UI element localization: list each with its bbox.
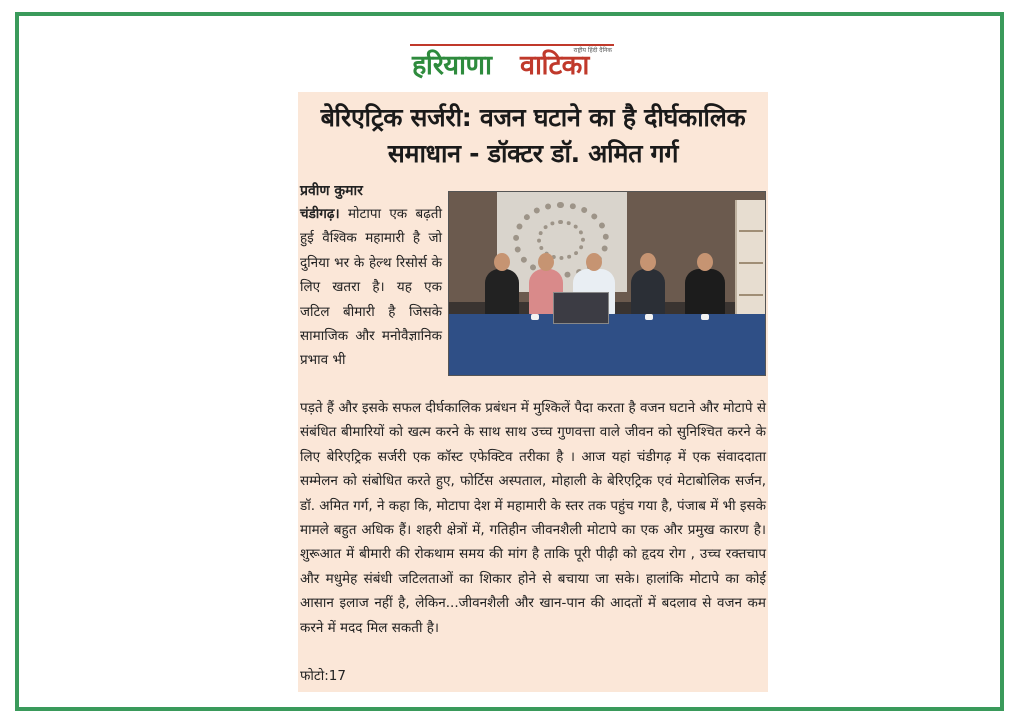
headline-line-2: समाधान - डॉक्टर डॉ. अमित गर्ग (387, 139, 679, 168)
masthead-rule (410, 44, 614, 46)
article-lead-text: मोटापा एक बढ़ती हुई वैश्विक महामारी है जो दुनिया भर के हेल्थ रिसोर्स के लिए खतरा है। यह एक जटिल बीमारी है जिसके सामाजिक और मनोवैज्ञानिक प्रभाव भी (300, 206, 442, 369)
article-dateline: चंडीगढ़। (300, 206, 340, 222)
newspaper-masthead (410, 44, 614, 84)
masthead-title-vatika: वाटिका (520, 50, 589, 81)
laptop (553, 292, 609, 324)
masthead-title-haryana: हरियाणा (412, 50, 492, 81)
press-conference-photo (448, 191, 766, 376)
article-lead-column (300, 202, 442, 373)
article-headline (298, 100, 768, 172)
article-byline: प्रवीण कुमार (300, 183, 363, 199)
news-clipping (298, 92, 768, 692)
photo-credit: फोटो:17 (300, 668, 346, 684)
article-body: पड़ते हैं और इसके सफल दीर्घकालिक प्रबंधन में मुश्किलें पैदा करता है वजन घटाने और मोटापे से संबंधित बीमारियों को खत्म करने के साथ साथ उच्च गुणवत्ता वाले जीवन को सुनिश्चित करने के लिए बेरिएट्रिक सर्जरी एक कॉस्ट एफेक्टिव तरीका है । आज यहां चंडीगढ़ में एक संवाददाता सम्मेलन को संबोधित करते हुए, फोर्टिस अस्पताल, मोहाली के बेरिएट्रिक एवं मेटाबोलिक सर्जन, डॉ. अमित गर्ग, ने कहा कि, मोटापा देश में महामारी के स्तर तक पहुंच गया है, पंजाब में भी इसके मामले बहुत अधिक हैं। शहरी क्षेत्रों में, गतिहीन जीवनशैली मोटापे का एक और प्रमुख कारण है। शुरूआत में बीमारी की रोकथाम समय की मांग है ताकि पूरी पीढ़ी को हृदय रोग , उच्च रक्तचाप और मधुमेह संबंधी जटिलताओं का शिकार होने से बचाया जा सके। हालांकि मोटापे का कोई आसान इलाज नहीं है, लेकिन...जीवनशैली और खान-पान की आदतों में बदलाव से वजन कम करने में मदद मिल सकती है। (300, 400, 766, 636)
headline-line-1: बेरिएट्रिक सर्जरी: वजन घटाने का है दीर्घकालिक (320, 103, 746, 132)
masthead-tagline: राष्ट्रीय हिंदी दैनिक (573, 47, 612, 54)
